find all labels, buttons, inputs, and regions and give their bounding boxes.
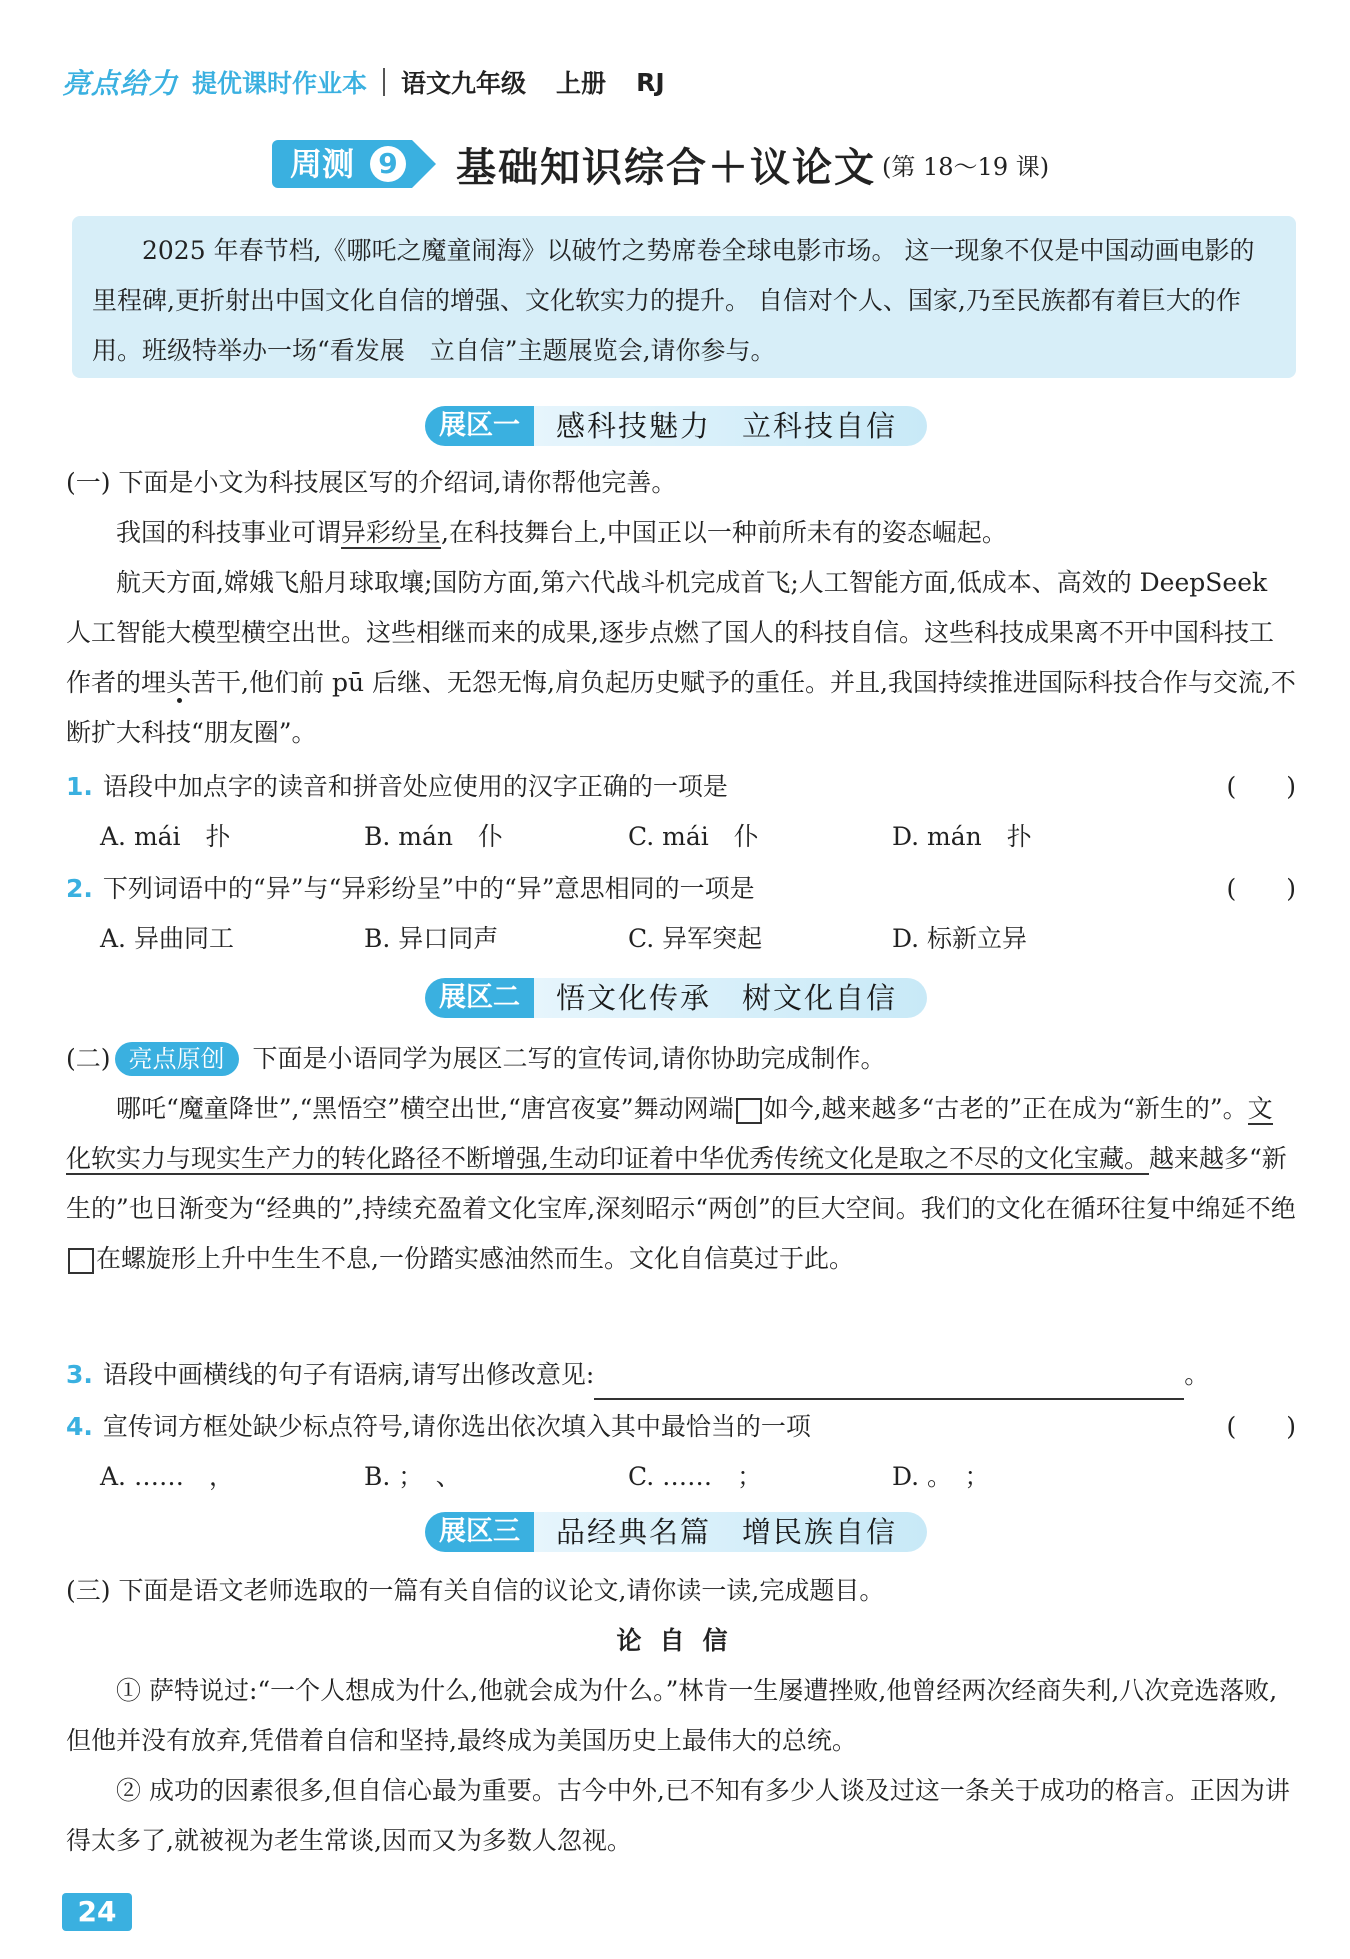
zone1-title: 感科技魅力 立科技自信 [534, 406, 927, 446]
zone2-para-b: 如今,越来越多“古老的”正在成为“新生的”。 [763, 1094, 1248, 1123]
q2-option-c[interactable]: C. 异军突起 [628, 924, 763, 953]
q3-text: 语段中画横线的句子有语病,请写出修改意见: [102, 1360, 595, 1389]
q4-number: 4. [66, 1412, 93, 1441]
zone2-tag: 展区二 [425, 978, 534, 1018]
q2-answer-blank[interactable]: ( ) [1226, 874, 1296, 903]
header-volume: 上册 [556, 69, 607, 98]
punctuation-box-2[interactable] [68, 1248, 94, 1274]
page-title: 基础知识综合＋议论文 [456, 143, 877, 191]
zone2-header [425, 976, 927, 1020]
badge-label: 周测 [290, 145, 355, 183]
q4-option-b[interactable]: B. ； 、 [364, 1462, 461, 1491]
q2-number: 2. [66, 874, 93, 903]
intro-box [72, 216, 1296, 378]
zone2-paragraph [66, 1084, 1296, 1284]
zone2-lead [66, 1034, 1296, 1084]
essay-paragraph-2: ② 成功的因素很多,但自信心最为重要。古今中外,已不知有多少人谈及过这一条关于成功的格言。正因为讲得太多了,就被视为老生常谈,因而又为多数人忽视。 [66, 1776, 1290, 1855]
header-subject: 语文九年级 [401, 69, 527, 98]
series-name: 提优课时作业本 [192, 69, 368, 98]
q3-end: 。 [1184, 1360, 1210, 1389]
zone1-para2-a: 航天方面,嫦娥飞船月球取壤;国防方面,第六代战斗机完成首飞;人工智能方面,低成本、高效的 DeepSeek 人工智能大模型横空出世。这些相继而来的成果,逐步点燃了国人的科技自信。这些科技成果离不开中国科技工作者的 [66, 568, 1274, 697]
zone3-text [66, 1566, 1296, 1866]
page-number: 24 [62, 1893, 132, 1931]
header-edition: RJ [636, 67, 665, 97]
zone3-header [425, 1510, 927, 1554]
question-3 [66, 1350, 1296, 1400]
intro-text: 2025 年春节档,《哪吒之魔童闹海》以破竹之势席卷全球电影市场。 这一现象不仅是中国动画电影的里程碑,更折射出中国文化自信的增强、文化软实力的提升。 自信对个人、国家,乃至民族都有着巨大的作用。班级特举办一场“看发展 立自信”主题展览会,请你参与。 [92, 236, 1255, 365]
q1-option-d[interactable]: D. mán 扑 [892, 822, 1032, 851]
zone2-lead-text: 下面是小语同学为展区二写的宣传词,请你协助完成制作。 [252, 1044, 886, 1073]
q2-option-a[interactable]: A. 异曲同工 [100, 924, 234, 953]
badge-number: 9 [370, 146, 406, 182]
question-2 [66, 864, 1296, 914]
zone1-para1-a: 我国的科技事业可谓 [116, 518, 342, 547]
zone2-para-d: 在螺旋形上升中生生不息,一份踏实感油然而生。文化自信莫过于此。 [96, 1244, 854, 1273]
test-title-row [272, 138, 1049, 190]
q1-option-a[interactable]: A. mái 扑 [100, 822, 231, 851]
q3-answer-line[interactable] [594, 1368, 1184, 1400]
q1-number: 1. [66, 772, 93, 801]
punctuation-box-1[interactable] [736, 1098, 762, 1124]
q1-text: 语段中加点字的读音和拼音处应使用的汉字正确的一项是 [102, 772, 728, 801]
essay-paragraph-1: ① 萨特说过:“一个人想成为什么,他就会成为什么。”林肯一生屡遭挫败,他曾经两次经商失利,八次竞选落败,但他并没有放弃,凭借着自信和坚持,最终成为美国历史上最伟大的总统。 [66, 1676, 1278, 1755]
q2-option-b[interactable]: B. 异口同声 [364, 924, 499, 953]
zone1-para1-b: ,在科技舞台上,中国正以一种前所未有的姿态崛起。 [441, 518, 1007, 547]
zone1-para1 [66, 508, 1296, 558]
question-1 [66, 762, 1296, 812]
q3-number: 3. [66, 1360, 93, 1389]
underlined-sentence: 文化软实力与现实生产力的转化路径不断增强,生动印证着中华优秀传统文化是取之不尽的文化宝藏。 [66, 1094, 1273, 1173]
brand-logo: 亮点给力 [62, 67, 179, 100]
q2-text: 下列词语中的“异”与“异彩纷呈”中的“异”意思相同的一项是 [102, 874, 755, 903]
question-4 [66, 1402, 1296, 1452]
q1-option-c[interactable]: C. mái 仆 [628, 822, 759, 851]
zone1-lead: (一) 下面是小文为科技展区写的介绍词,请你帮他完善。 [66, 468, 677, 497]
zone1-para2-char: 埋 [141, 668, 167, 697]
page-header [62, 60, 695, 104]
essay-title: 论自信 [616, 1626, 746, 1655]
zone2-para-a: 哪吒“魔童降世”,“黑悟空”横空出世,“唐宫夜宴”舞动网端 [116, 1094, 734, 1123]
zone1-header [425, 404, 927, 448]
q4-answer-blank[interactable]: ( ) [1226, 1412, 1296, 1441]
original-badge: 亮点原创 [115, 1042, 239, 1076]
zone3-title: 品经典名篇 增民族自信 [534, 1512, 927, 1552]
zone1-para2 [66, 558, 1296, 758]
weekly-test-badge [272, 140, 412, 188]
zone2-text [66, 1034, 1296, 1284]
q4-text: 宣传词方框处缺少标点符号,请你选出依次填入其中最恰当的一项 [102, 1412, 811, 1441]
q2-option-d[interactable]: D. 标新立异 [892, 924, 1028, 953]
zone1-tag: 展区一 [425, 406, 534, 446]
zone1-para2-b: 苦干,他们前 pū 后继、无怨无悔,肩负起历史赋予的重任。并且,我国持续推进国际科技合作与交流,不断扩大科技“朋友圈”。 [66, 668, 1296, 747]
zone2-lead-label: (二) [66, 1044, 111, 1073]
page-subtitle: (第 18～19 课) [882, 152, 1050, 181]
zone1-text [66, 458, 1296, 758]
header-divider [383, 68, 385, 96]
dotted-char: 头 [166, 668, 192, 697]
zone3-tag: 展区三 [425, 1512, 534, 1552]
q1-answer-blank[interactable]: ( ) [1226, 772, 1296, 801]
zone3-lead: (三) 下面是语文老师选取的一篇有关自信的议论文,请你读一读,完成题目。 [66, 1576, 885, 1605]
q1-option-b[interactable]: B. mán 仆 [364, 822, 503, 851]
underlined-phrase: 异彩纷呈 [341, 518, 442, 547]
zone2-title: 悟文化传承 树文化自信 [534, 978, 927, 1018]
q4-option-c[interactable]: C. …… ； [628, 1462, 763, 1491]
q4-option-a[interactable]: A. …… ， [100, 1462, 234, 1491]
zone2-para-c: 越来越多“新生的”也日渐变为“经典的”,持续充盈着文化宝库,深刻昭示“两创”的巨大空间。我们的文化在循环往复中绵延不绝 [66, 1144, 1296, 1223]
q4-option-d[interactable]: D. 。 ； [892, 1462, 990, 1491]
